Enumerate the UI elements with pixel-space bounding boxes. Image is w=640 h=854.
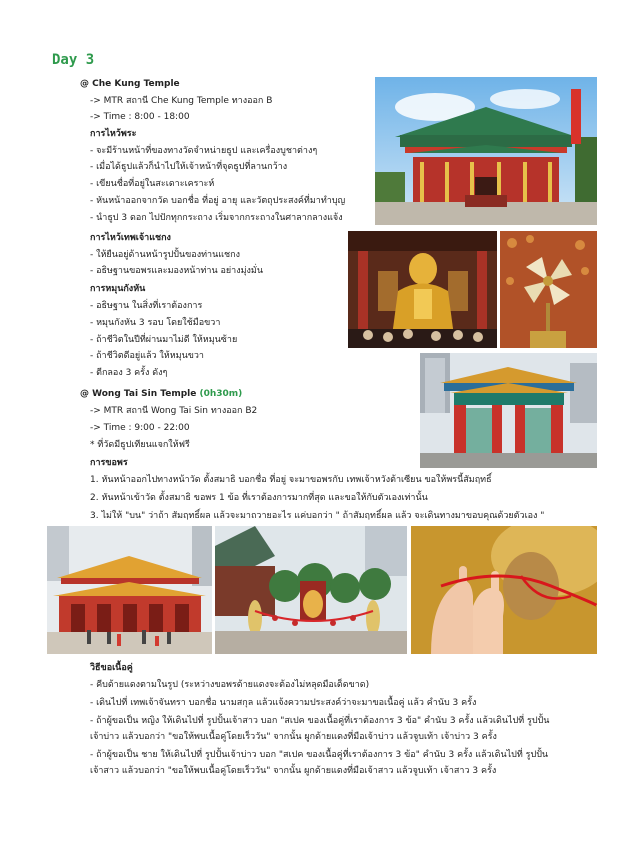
blessing-item: 1. หันหน้าออกไปทางหน้าวัด ตั้งสมาธิ บอกชื่อ ที่อยู่ จะมาขอพรกับ เทพเจ้าหวังต้าเซียน ขอให้พรนี้สัมฤทธิ์	[90, 475, 492, 485]
che-kung-time: -> Time : 8:00 - 18:00	[90, 112, 190, 122]
love-item: เจ้าสาว แล้วบอกว่า "ขอให้พบเนื้อคู่โดยเร็ววัน" จากนั้น ผูกด้ายแดงที่มือเจ้าสาว แล้วจูบเท้า เจ้าสาว 3 ครั้ง	[90, 766, 497, 776]
worship-item: - เมื่อได้ธูปแล้วก็นำไปให้เจ้าหน้าที่จุดธูปที่ลานกว้าง	[90, 162, 288, 172]
pinwheel-item: - ถ้าชีวิตดีอยู่แล้ว ให้หมุนขวา	[90, 351, 204, 361]
god-item: - อธิษฐานขอพรและมองหน้าท่าน อย่างมุ่งมั่น	[90, 266, 263, 276]
worship-heading: การไหว้พระ	[90, 129, 137, 139]
wong-tai-sin-gate-photo	[420, 353, 597, 468]
worship-item: - จะมีร้านหน้าที่ของทางวัดจำหน่ายธูป และเครื่องบูชาต่างๆ	[90, 146, 318, 156]
pinwheel-photo	[500, 231, 597, 348]
che-kung-temple-photo	[375, 77, 597, 225]
love-item: - ถ้าผู้ขอเป็น ชาย ให้เดินไปที่ รูปปั้นเจ้าบ่าว บอก "สเปค ของเนื้อคู่ที่เราต้องการ 3 ข้อ" คำนับ 3 ครั้ง แล้วเดินไปที่ รูปปั้น	[90, 750, 549, 760]
blessing-heading: การขอพร	[90, 458, 128, 468]
worship-item: - นำธูป 3 ดอก ไปปักทุกกระถาง เริ่มจากกระถางในศาลากลางแจ้ง	[90, 213, 343, 223]
love-heading: วิธีขอเนื้อคู่	[90, 663, 133, 673]
love-item: - เดินไปที่ เทพเจ้าจันทรา บอกชื่อ นามสกุล แล้วแจ้งความประสงค์ว่าจะมาขอเนื้อคู่ แล้ว คำนับ 3 ครั้ง	[90, 698, 477, 708]
pinwheel-heading: การหมุนกังหัน	[90, 284, 146, 294]
che-kung-title: @ Che Kung Temple	[80, 79, 180, 89]
red-thread-hands-photo	[411, 526, 597, 654]
pinwheel-item: - อธิษฐาน ในสิ่งที่เราต้องการ	[90, 301, 203, 311]
love-item: - คีบด้ายแดงตามในรูป (ระหว่างขอพรด้ายแดงจะต้องไม่หลุดมือเด็ดขาด)	[90, 680, 370, 690]
love-item: เจ้าบ่าว แล้วบอกว่า "ขอให้พบเนื้อคู่โดยเร็ววัน" จากนั้น ผูกด้ายแดงที่มือเจ้าบ่าว แล้วจูบเท้า เจ้าบ่าว 3 ครั้ง	[90, 732, 497, 742]
god-heading: การไหว้เทพเจ้าแชกง	[90, 233, 171, 243]
blessing-item: 2. หันหน้าเข้าวัด ตั้งสมาธิ ขอพร 1 ข้อ ที่เราต้องการมากที่สุด และขอให้กับตัวเองเท่านั้น	[90, 493, 428, 503]
blessing-item: 3. ไม่ให้ "บน" ว่าถ้า สัมฤทธิ์ผล แล้วจะมาถวายอะไร แค่บอกว่า " ถ้าสัมฤทธิ์ผล แล้ว จะเดินทางมาขอบคุณด้วยตัวเอง "	[90, 511, 545, 521]
love-item: - ถ้าผู้ขอเป็น หญิง ให้เดินไปที่ รูปปั้นเจ้าสาว บอก "สเปค ของเนื้อคู่ที่เราต้องการ 3 ข้อ" คำนับ 3 ครั้ง แล้วเดินไปที่ รูปปั้น	[90, 716, 550, 726]
worship-item: - หันหน้าออกจากวัด บอกชื่อ ที่อยู่ อายุ และวัตถุประสงค์ที่มาทำบุญ	[90, 196, 346, 206]
wong-tai-sin-note: * ที่วัดมีธูปเทียนแจกให้ฟรี	[90, 440, 190, 450]
pinwheel-item: - ถ้าชีวิตในปีที่ผ่านมาไม่ดี ให้หมุนซ้าย	[90, 335, 238, 345]
wong-tai-sin-title	[80, 388, 242, 400]
day-title: Day 3	[52, 52, 95, 68]
wong-tai-sin-mtr: -> MTR สถานี Wong Tai Sin ทางออก B2	[90, 406, 258, 416]
wong-tai-sin-duration: (0h30m)	[199, 389, 243, 399]
yue-lao-courtyard-photo	[215, 526, 407, 654]
pinwheel-item: - ตีกลอง 3 ครั้ง ดังๆ	[90, 368, 168, 378]
worship-item: - เขียนชื่อที่อยู่ในสะเดาะเคราะห์	[90, 179, 215, 189]
wong-tai-sin-time: -> Time : 9:00 - 22:00	[90, 423, 190, 433]
che-kung-statue-photo	[348, 231, 497, 348]
god-item: - ให้ยืนอยู่ด้านหน้ารูปปั้นของท่านแชกง	[90, 250, 240, 260]
che-kung-mtr: -> MTR สถานี Che Kung Temple ทางออก B	[90, 96, 273, 106]
pinwheel-item: - หมุนกังหัน 3 รอบ โดยใช้มือขวา	[90, 318, 221, 328]
wong-tai-sin-hall-photo	[47, 526, 212, 654]
wong-tai-sin-name: @ Wong Tai Sin Temple	[80, 389, 197, 399]
